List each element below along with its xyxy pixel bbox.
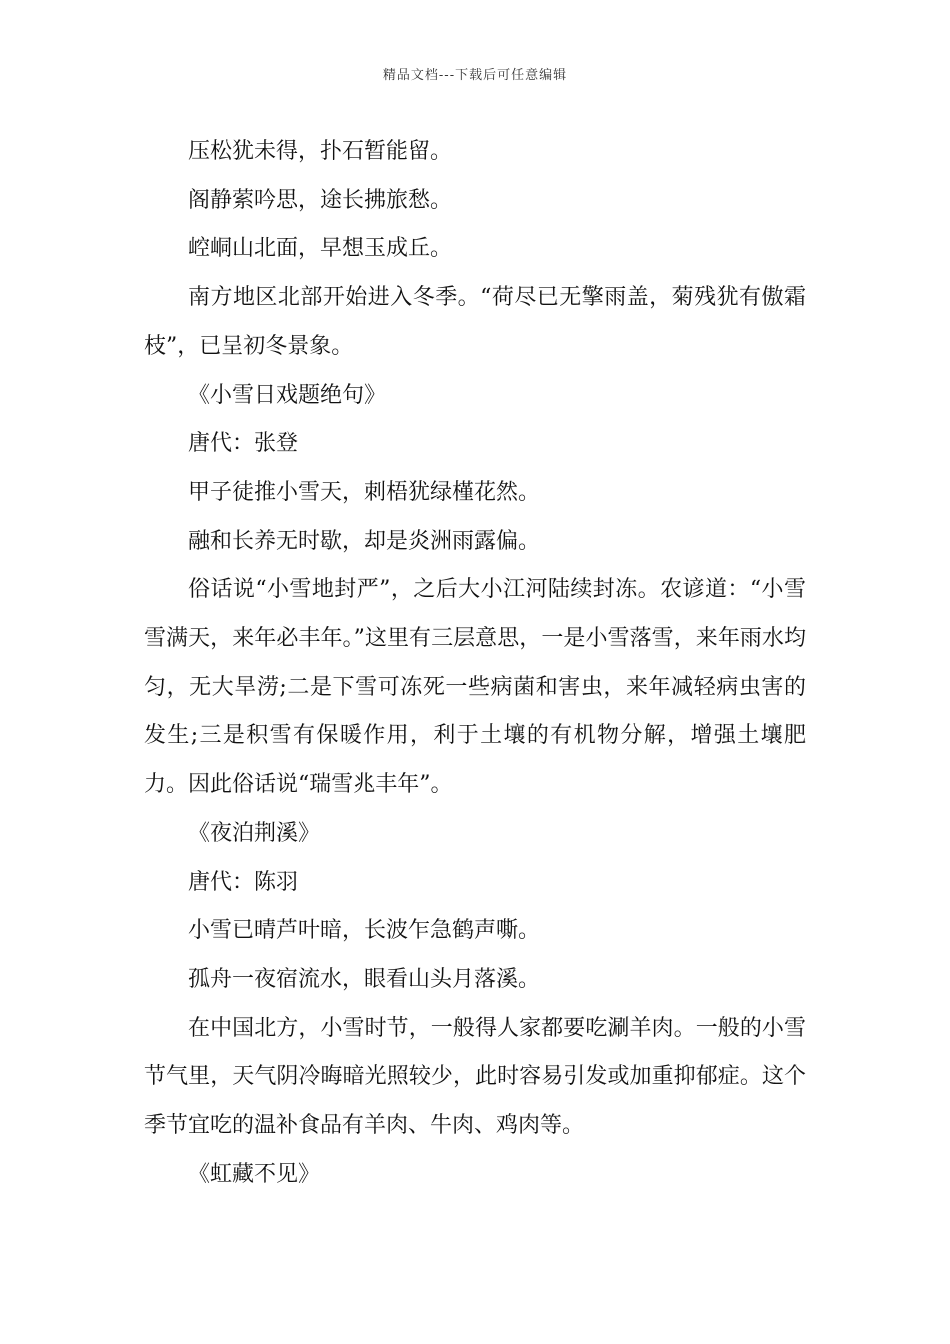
poem-line: 融和长养无时歇，却是炎洲雨露偏。	[188, 528, 541, 554]
poem-title: 《小雪日戏题绝句》	[188, 382, 387, 408]
paragraph: 俗话说“小雪地封严”，之后大小江河陆续封冻。农谚道：“小雪雪满天，来年必丰年。”这里有三层意思，一是小雪落雪，来年雨水均匀，无大旱涝;二是下雪可冻死一些病菌和害虫，来年减轻病虫害的发生;三是积雪有保暖作用，利于土壤的有机物分解，增强土壤肥力。因此俗话说“瑞雪兆丰年”。	[144, 577, 806, 798]
poem-title: 《夜泊荆溪》	[188, 820, 321, 846]
paragraph: 在中国北方，小雪时节，一般得人家都要吃涮羊肉。一般的小雪节气里，天气阴冷晦暗光照较少，此时容易引发或加重抑郁症。这个季节宜吃的温补食品有羊肉、牛肉、鸡肉等。	[144, 1015, 806, 1139]
poem-author: 唐代：陈羽	[188, 869, 299, 895]
poem-line: 孤舟一夜宿流水，眼看山头月落溪。	[188, 966, 541, 992]
paragraph: 崆峒山北面，早想玉成丘。	[188, 236, 453, 262]
paragraph: 阁静萦吟思，途长拂旅愁。	[188, 187, 453, 213]
poem-title: 《虹藏不见》	[188, 1161, 321, 1187]
paragraph: 南方地区北部开始进入冬季。“荷尽已无擎雨盖，菊残犹有傲霜枝”，已呈初冬景象。	[144, 285, 806, 359]
poem-author: 唐代：张登	[188, 431, 299, 457]
poem-line: 小雪已晴芦叶暗，长波乍急鹤声嘶。	[188, 918, 541, 944]
paragraph: 压松犹未得，扑石暂能留。	[188, 139, 453, 164]
document-body	[144, 128, 806, 1199]
page-header: 精品文档---下载后可任意编辑	[382, 68, 568, 83]
poem-line: 甲子徒推小雪天，刺梧犹绿槿花然。	[188, 479, 541, 505]
